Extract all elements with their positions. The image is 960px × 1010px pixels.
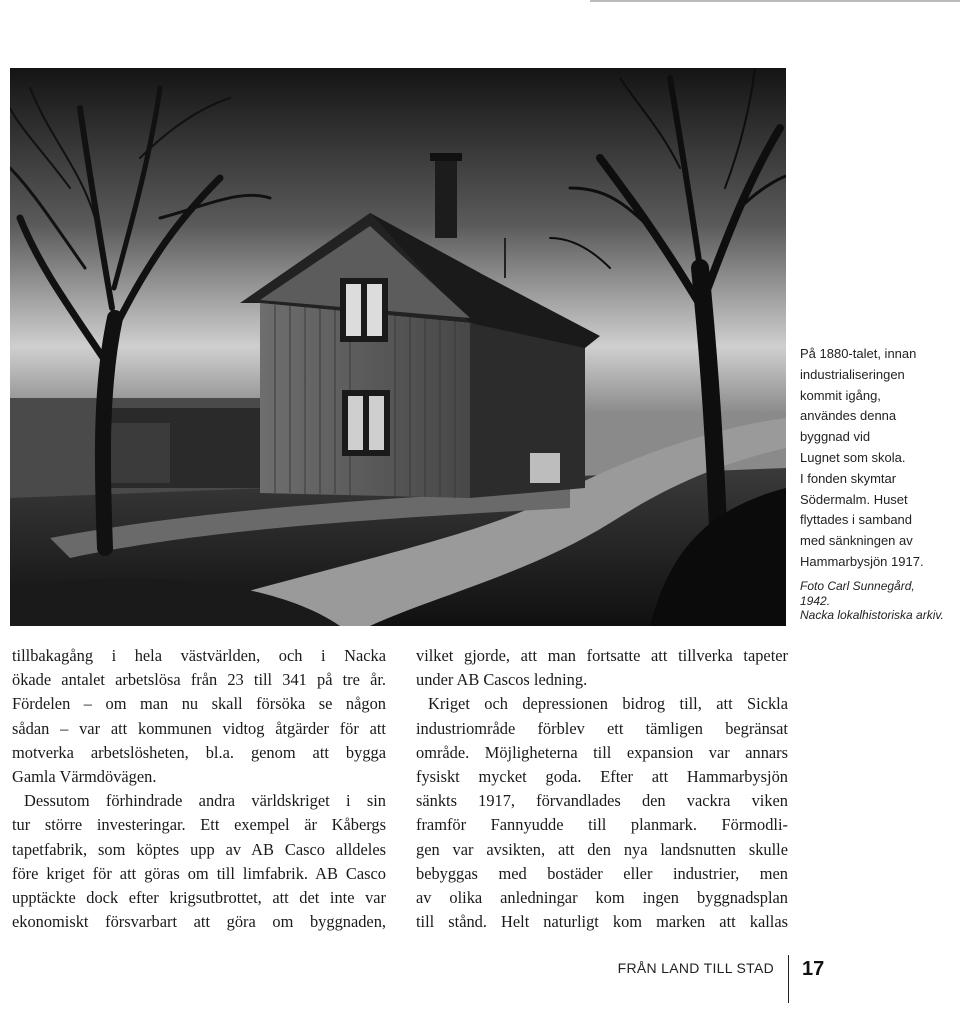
page-number: 17	[802, 958, 825, 980]
text-line: upptäckte dock efter krigsutbrottet, att det inte var	[12, 888, 386, 908]
house-photo-drawing	[10, 68, 786, 626]
body-text-right-column	[416, 644, 788, 934]
text-line: under AB Cascos ledning.	[416, 670, 588, 690]
text-line: sänkts 1917, förvandlades den vackra viken	[416, 791, 788, 811]
caption-line: med sänkningen av	[800, 533, 913, 549]
caption-line: kommit igång,	[800, 387, 881, 403]
text-line: till stånd. Helt naturligt kom marken att kallas	[416, 912, 788, 932]
text-line: av olika anledningar kom ingen byggnadsplan	[416, 888, 788, 908]
caption-line: industrialiseringen	[800, 366, 905, 382]
credit-line: Nacka lokalhistoriska arkiv.	[800, 608, 944, 622]
credit-line: Foto Carl Sunnegård,	[800, 579, 915, 593]
text-line: område. Möjligheterna till expansion var annars	[416, 742, 788, 762]
credit-line: 1942.	[800, 593, 831, 608]
text-line: bebyggas med bostäder eller industrier, men	[416, 863, 788, 883]
caption-line: Hammarbysjön 1917.	[800, 553, 924, 569]
body-text-left-column	[12, 644, 386, 934]
text-line: vilket gjorde, att man fortsatte att tillverka tapeter	[416, 646, 788, 665]
text-line: Kriget och depressionen bidrog till, att Sickla	[428, 694, 788, 714]
caption-line: användes denna	[800, 408, 897, 424]
house-photo	[10, 68, 786, 626]
text-line: Dessutom förhindrade andra världskriget i sin	[24, 791, 386, 811]
caption-line: flyttades i samband	[800, 512, 913, 528]
text-line: ökade antalet arbetslösa från 23 till 341 på tre år.	[12, 670, 386, 690]
footer-divider	[788, 955, 789, 1003]
running-footer-title: FRÅN LAND TILL STAD	[617, 960, 774, 976]
photo-caption	[800, 344, 958, 573]
caption-line: Lugnet som skola.	[800, 449, 906, 465]
text-line: framför Fannyudde till planmark. Förmodli-	[416, 815, 788, 835]
text-line: tur större investeringar. Ett exempel är Kåbergs	[12, 815, 386, 835]
text-line: fysiskt mycket goda. Efter att Hammarbysjön	[416, 767, 788, 787]
caption-line: I fonden skymtar	[800, 470, 897, 486]
text-line: gen var avsikten, att den nya landsnutten skulle	[416, 839, 788, 859]
text-line: ekonomiskt försvarbart att göra om byggnaden,	[12, 912, 386, 932]
text-line: tapetfabrik, som köptes upp av AB Casco alldeles	[12, 839, 386, 859]
text-line: sådan – var att kommunen vidtog åtgärder för att	[12, 718, 386, 738]
text-line: motverka arbetslösheten, bl.a. genom att bygga	[12, 742, 386, 762]
text-line: tillbakagång i hela västvärlden, och i Nacka	[12, 646, 386, 665]
photo-credit	[800, 579, 958, 623]
top-rule	[590, 0, 960, 2]
text-line: Fördelen – om man nu skall försöka se någon	[12, 694, 386, 714]
caption-line: byggnad vid	[800, 429, 871, 445]
caption-line: På 1880-talet, innan	[800, 346, 917, 361]
text-line: Gamla Värmdövägen.	[12, 767, 157, 787]
caption-line: Södermalm. Huset	[800, 491, 908, 507]
text-line: industriområde förblev ett tämligen begränsat	[416, 718, 788, 738]
text-line: före kriget för att göras om till limfabrik. AB Casco	[12, 863, 386, 883]
